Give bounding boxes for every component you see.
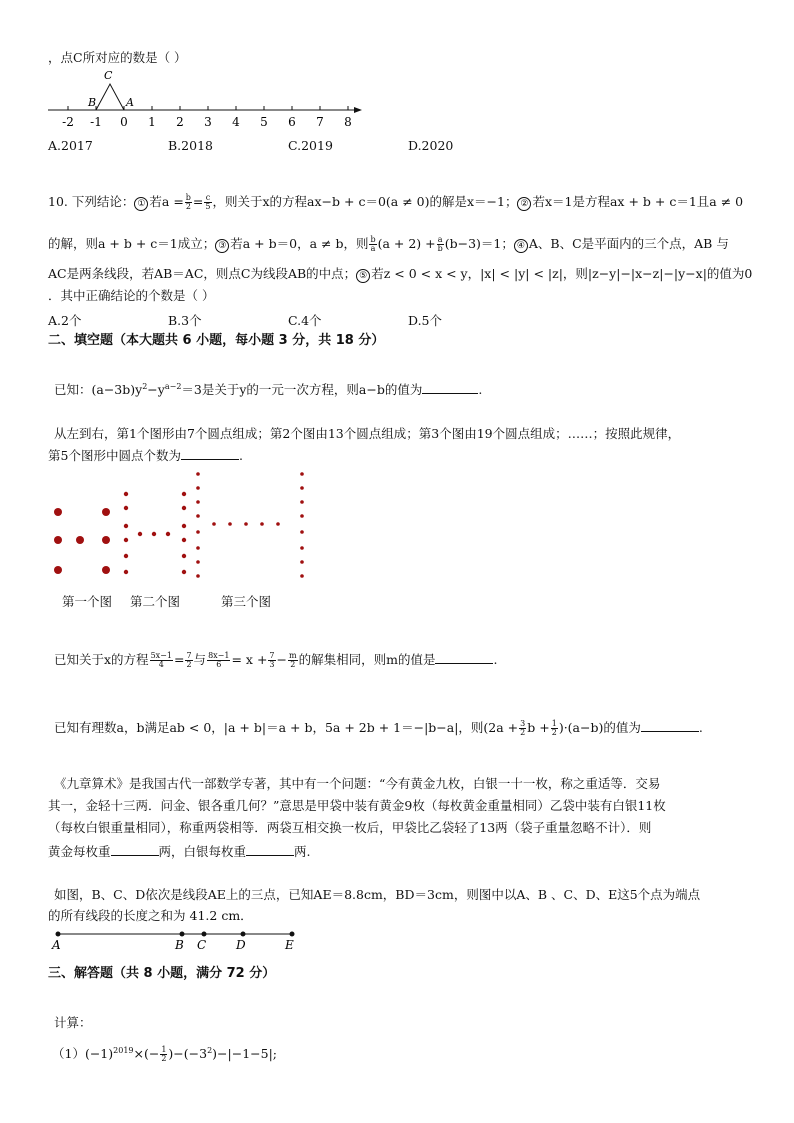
fill-q2-line-2: 第5个图形中圆点个数为 . (48, 448, 243, 463)
q9-option-c: C.2019 (288, 138, 333, 153)
dot (124, 524, 128, 528)
tick-label: 6 (288, 115, 296, 129)
answer-blank[interactable] (181, 446, 239, 460)
dot (182, 538, 186, 542)
dot (244, 522, 248, 526)
segment-ae-figure (46, 928, 306, 954)
q10-line-2: 的解，则a + b + c＝1成立； ③ 若a + b＝0，a ≠ b，则 $\frac{b}{a}$ (a + 2) + $\frac{a}{b}$ (b−3)＝1； ④ A、B、C是平面内的三个点，AB 与 (48, 235, 729, 253)
dot (76, 536, 84, 544)
dot (300, 560, 304, 564)
dot (54, 566, 62, 574)
dot (300, 472, 304, 476)
point-label-a: A (126, 96, 134, 109)
tick-label: 7 (316, 115, 324, 129)
fraction: $\frac{m}{2}$ (289, 651, 297, 669)
tick-label: 8 (344, 115, 352, 129)
q10-option-d: D.5个 (408, 313, 443, 328)
dot (182, 524, 186, 528)
dot (196, 574, 200, 578)
fraction: $\frac{1}{2}$ (551, 719, 557, 737)
fraction: $\frac{b}{a}$ (370, 235, 376, 253)
fraction: $\frac{7}{2}$ (186, 651, 192, 669)
tick-label: -2 (62, 115, 74, 129)
answer-blank[interactable] (422, 380, 478, 394)
segment-point (202, 932, 207, 937)
dot (276, 522, 280, 526)
dot (124, 538, 128, 542)
fill-q4: 已知有理数a，b满足ab < 0，|a + b|＝a + b，5a + 2b + 1＝−|b−a|，则(2a + $\frac{3}{2}$ b + $\frac{1}{2}$ )·(a−b)的值为 . (54, 719, 703, 737)
dot (54, 508, 62, 516)
dot (124, 554, 128, 558)
dot (212, 522, 216, 526)
fill-q5-line-1: 《九章算术》是我国古代一部数学专著，其中有一个问题：“今有黄金九枚，白银一十一枚，称之重适等．交易 (54, 776, 661, 791)
dot (102, 508, 110, 516)
fraction: $\frac{a}{b}$ (437, 235, 443, 253)
fill-q1: 已知：$(a-3b)y^2-y^{a-2}=3$是关于y的一元一次方程，则a−b的值为 . (54, 381, 483, 397)
dot (138, 532, 142, 536)
dot (182, 506, 186, 510)
fraction: $\frac{1}{2}$ (161, 1045, 167, 1063)
segment-point-label: C (197, 938, 207, 952)
fraction: $\frac{5x-1}{4}$ (150, 651, 172, 669)
fill-q5-line-3: （每枚白银重量相同），称重两袋相等．两袋互相交换一枚后，甲袋比乙袋轻了13两（袋子重量忽略不计）．则 (48, 820, 652, 835)
dot (196, 514, 200, 518)
fraction: $\frac{c}{5}$ (205, 193, 211, 211)
answer-blank[interactable] (111, 842, 159, 856)
answer-blank[interactable] (641, 718, 699, 732)
q10-option-c: C.4个 (288, 313, 322, 328)
dot (166, 532, 170, 536)
tick-label: 3 (204, 115, 212, 129)
segment-point (180, 932, 185, 937)
fraction: $\frac{3}{2}$ (520, 719, 526, 737)
dot (182, 554, 186, 558)
segment-point-label: D (236, 938, 246, 952)
circle-5: ⑤ (356, 269, 370, 283)
tick-label: 4 (232, 115, 240, 129)
dot (102, 536, 110, 544)
q10-option-a: A.2个 (48, 313, 82, 328)
tick-label: 0 (120, 115, 128, 129)
dot-pattern-figures (40, 462, 330, 588)
dot (300, 574, 304, 578)
q9-stem-tail: ，点C所对应的数是（ ） (48, 50, 187, 65)
point-label-c: C (104, 69, 113, 82)
dot (196, 530, 200, 534)
answer-value: 41.2 (189, 908, 218, 923)
dot (124, 492, 128, 496)
q10-line-3: AC是两条线段，若AB＝AC，则点C为线段AB的中点； ⑤ 若z < 0 < x < y，|x| < |y| < |z|，则|z−y|−|x−z|−|y−x|的值为0 (48, 266, 753, 281)
dot (300, 546, 304, 550)
dot (260, 522, 264, 526)
segment-point (290, 932, 295, 937)
tick-label: 2 (176, 115, 184, 129)
circle-3: ③ (215, 239, 229, 253)
dot (196, 472, 200, 476)
dot (102, 566, 110, 574)
dot (182, 570, 186, 574)
dot (228, 522, 232, 526)
dot (300, 486, 304, 490)
dot (182, 492, 186, 496)
dot (300, 530, 304, 534)
segment-point (241, 932, 246, 937)
solve-part-1: $(1)(-1)^{2019}\times(-$ $\frac{1}{2}$ )$-(-3^2)-|-1-5|$; (52, 1045, 278, 1063)
dot (196, 486, 200, 490)
tick-label: -1 (90, 115, 102, 129)
q9-option-a: A.2017 (48, 138, 93, 153)
q10-line-1: 10. 下列结论： ① 若a = $\frac{b}{2}$ = $\frac{c}{5}$ ，则关于x的方程ax−b + c＝0(a ≠ 0)的解是x＝−1； ② 若x＝1是方程ax + b + c＝1且a ≠ 0 (48, 193, 744, 211)
q10-line-4: ．其中正确结论的个数是（ ） (48, 288, 215, 303)
q10-number: 10. (48, 194, 68, 209)
dot (152, 532, 156, 536)
dot (300, 514, 304, 518)
dot (124, 570, 128, 574)
dot (196, 500, 200, 504)
solve-label: 计算： (54, 1015, 92, 1030)
fraction: $\frac{7}{3}$ (269, 651, 275, 669)
figure-caption-3: 第三个图 (221, 594, 272, 609)
tick-label: 5 (260, 115, 268, 129)
fill-q2-line-1: 从左到右，第1个图形由7个圆点组成；第2个图由13个圆点组成；第3个图由19个圆点组成；……；按照此规律， (54, 426, 681, 441)
fill-q3: 已知关于x的方程 $\frac{5x-1}{4}$ = $\frac{7}{2}$ 与 $\frac{8x-1}{6}$ = x + $\frac{7}{3}$ − $\frac{m}{2}$ 的解集相同，则m的值是 . (54, 651, 498, 669)
dot (196, 546, 200, 550)
q9-option-d: D.2020 (408, 138, 454, 153)
segment-point-label: E (285, 938, 294, 952)
segment-point-label: B (175, 938, 184, 952)
dot (196, 560, 200, 564)
figure-caption-2: 第二个图 (130, 594, 181, 609)
circle-2: ② (517, 197, 531, 211)
q9-option-b: B.2018 (168, 138, 213, 153)
section-3-title: 三、解答题（共 8 小题，满分 72 分） (48, 966, 276, 981)
figure-caption-1: 第一个图 (62, 594, 113, 609)
answer-blank[interactable] (246, 842, 294, 856)
fill-q5-line-4: 黄金每枚重 两，白银每枚重 两. (48, 844, 311, 859)
fill-q5-line-2: 其一，金轻十三两．问金、银各重几何？”意思是甲袋中装有黄金9枚（每枚黄金重量相同）乙袋中装有白银11枚 (48, 798, 666, 813)
dot (54, 536, 62, 544)
fill-q6-line-1: 如图，B、C、D依次是线段AE上的三点，已知AE＝8.8cm，BD＝3cm，则图中以A、B 、C、D、E这5个点为端点 (54, 887, 701, 902)
circle-1: ① (134, 197, 148, 211)
segment-point-label: A (52, 938, 61, 952)
section-2-title: 二、填空题（本大题共 6 小题，每小题 3 分，共 18 分） (48, 333, 385, 348)
tick-label: 1 (148, 115, 156, 129)
dot (124, 506, 128, 510)
circle-4: ④ (514, 239, 528, 253)
q10-option-b: B.3个 (168, 313, 202, 328)
segment-point (56, 932, 61, 937)
fill-q6-line-2: 的所有线段的长度之和为 41.2 cm． (48, 908, 253, 923)
answer-blank[interactable] (435, 650, 493, 664)
point-label-b: B (88, 96, 97, 109)
dot (300, 500, 304, 504)
fraction: $\frac{b}{2}$ (185, 193, 191, 211)
q9-number-line (40, 66, 370, 132)
fraction: $\frac{8x-1}{6}$ (208, 651, 230, 669)
